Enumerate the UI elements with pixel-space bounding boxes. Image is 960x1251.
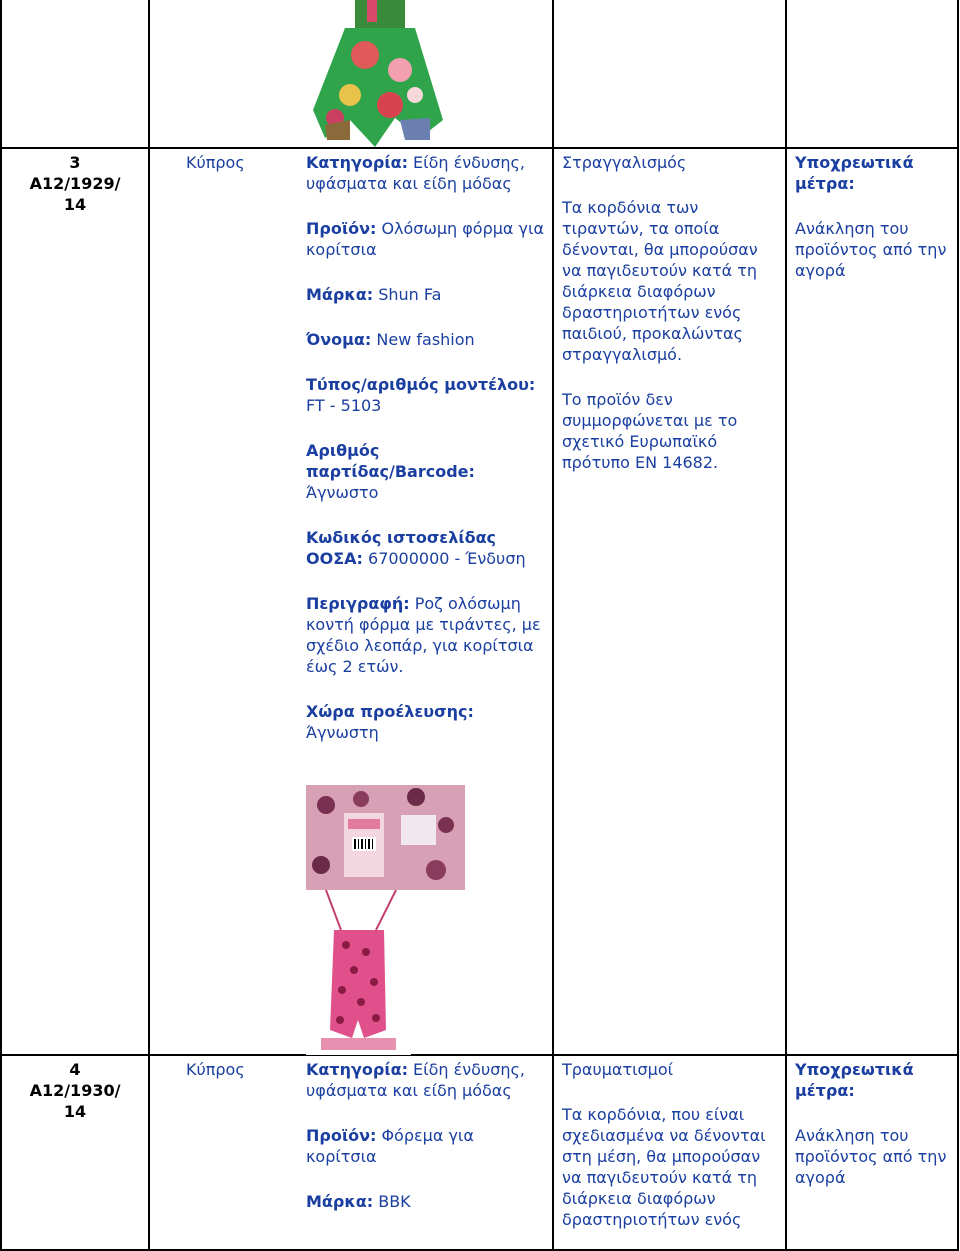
product-oecd-code: Κωδικός ιστοσελίδας ΟΟΣΑ: 67000000 - Ένδυση (306, 528, 526, 568)
product-details (306, 1059, 546, 1212)
measures-label: Υποχρεωτικά μέτρα: (795, 1060, 914, 1100)
product-type: Προϊόν: Ολόσωμη φόρμα για κορίτσια (306, 219, 544, 259)
product-photo-label (306, 785, 465, 890)
product-name: Όνομα: New fashion (306, 330, 475, 349)
product-brand: Μάρκα: BBK (306, 1192, 411, 1211)
row-number: 4 A12/1930/ 14 (29, 1060, 121, 1121)
risk-description: Τα κορδόνια των τιραντών, τα οποία δένονται, θα μπορούσαν να παγιδευτούν κατά τη διάρκεια διαφόρων δραστηριοτήτων ενός παιδιού, προκαλώντας στραγγαλισμό. (562, 198, 758, 364)
row-divider-2 (0, 1054, 959, 1056)
measures-value: Ανάκληση του προϊόντος από την αγορά (795, 219, 947, 280)
risk-description: Τα κορδόνια, που είναι σχεδιασμένα να δένονται στη μέση, θα μπορούσαν να παγιδευτούν κατά τη διάρκεια διαφόρων δραστηριοτήτων ενός (562, 1105, 766, 1229)
risk-type: Στραγγαλισμός (562, 153, 687, 172)
risk-standard: Το προϊόν δεν συμμορφώνεται με το σχετικό Ευρωπαϊκό πρότυπο EN 14682. (562, 390, 738, 472)
col-divider-2 (552, 0, 554, 1251)
product-description: Περιγραφή: Ροζ ολόσωμη κοντή φόρμα με τιράντες, με σχέδιο λεοπάρ, για κορίτσια έως 2 ετών. (306, 594, 541, 676)
product-type: Προϊόν: Φόρεμα για κορίτσια (306, 1126, 474, 1166)
risk-type: Τραυματισμοί (562, 1060, 674, 1079)
product-batch: Αριθμός παρτίδας/Barcode: Άγνωστο (306, 441, 475, 502)
product-origin: Χώρα προέλευσης: Άγνωστη (306, 702, 474, 742)
row-number: 3 A12/1929/ 14 (29, 153, 121, 214)
measures-label: Υποχρεωτικά μέτρα: (795, 153, 914, 193)
col-divider-1 (148, 0, 150, 1251)
measures-value: Ανάκληση του προϊόντος από την αγορά (795, 1126, 947, 1187)
row-divider-1 (0, 147, 959, 149)
risk-cell (562, 1059, 777, 1230)
measures-cell (795, 152, 955, 281)
table-border-right (957, 0, 959, 1251)
product-model: Τύπος/αριθμός μοντέλου: FT - 5103 (306, 375, 536, 415)
measures-cell (795, 1059, 955, 1188)
col-divider-3 (785, 0, 787, 1251)
product-details (306, 152, 546, 743)
product-category: Κατηγορία: Είδη ένδυσης, υφάσματα και είδη μόδας (306, 153, 525, 193)
country-cell: Κύπρος (186, 153, 245, 172)
product-photo-jumpsuit (306, 890, 411, 1055)
product-category: Κατηγορία: Είδη ένδυσης, υφάσματα και είδη μόδας (306, 1060, 525, 1100)
risk-cell (562, 152, 777, 473)
product-photo-green-dress (305, 0, 448, 147)
product-brand: Μάρκα: Shun Fa (306, 285, 442, 304)
country-cell: Κύπρος (186, 1060, 245, 1079)
